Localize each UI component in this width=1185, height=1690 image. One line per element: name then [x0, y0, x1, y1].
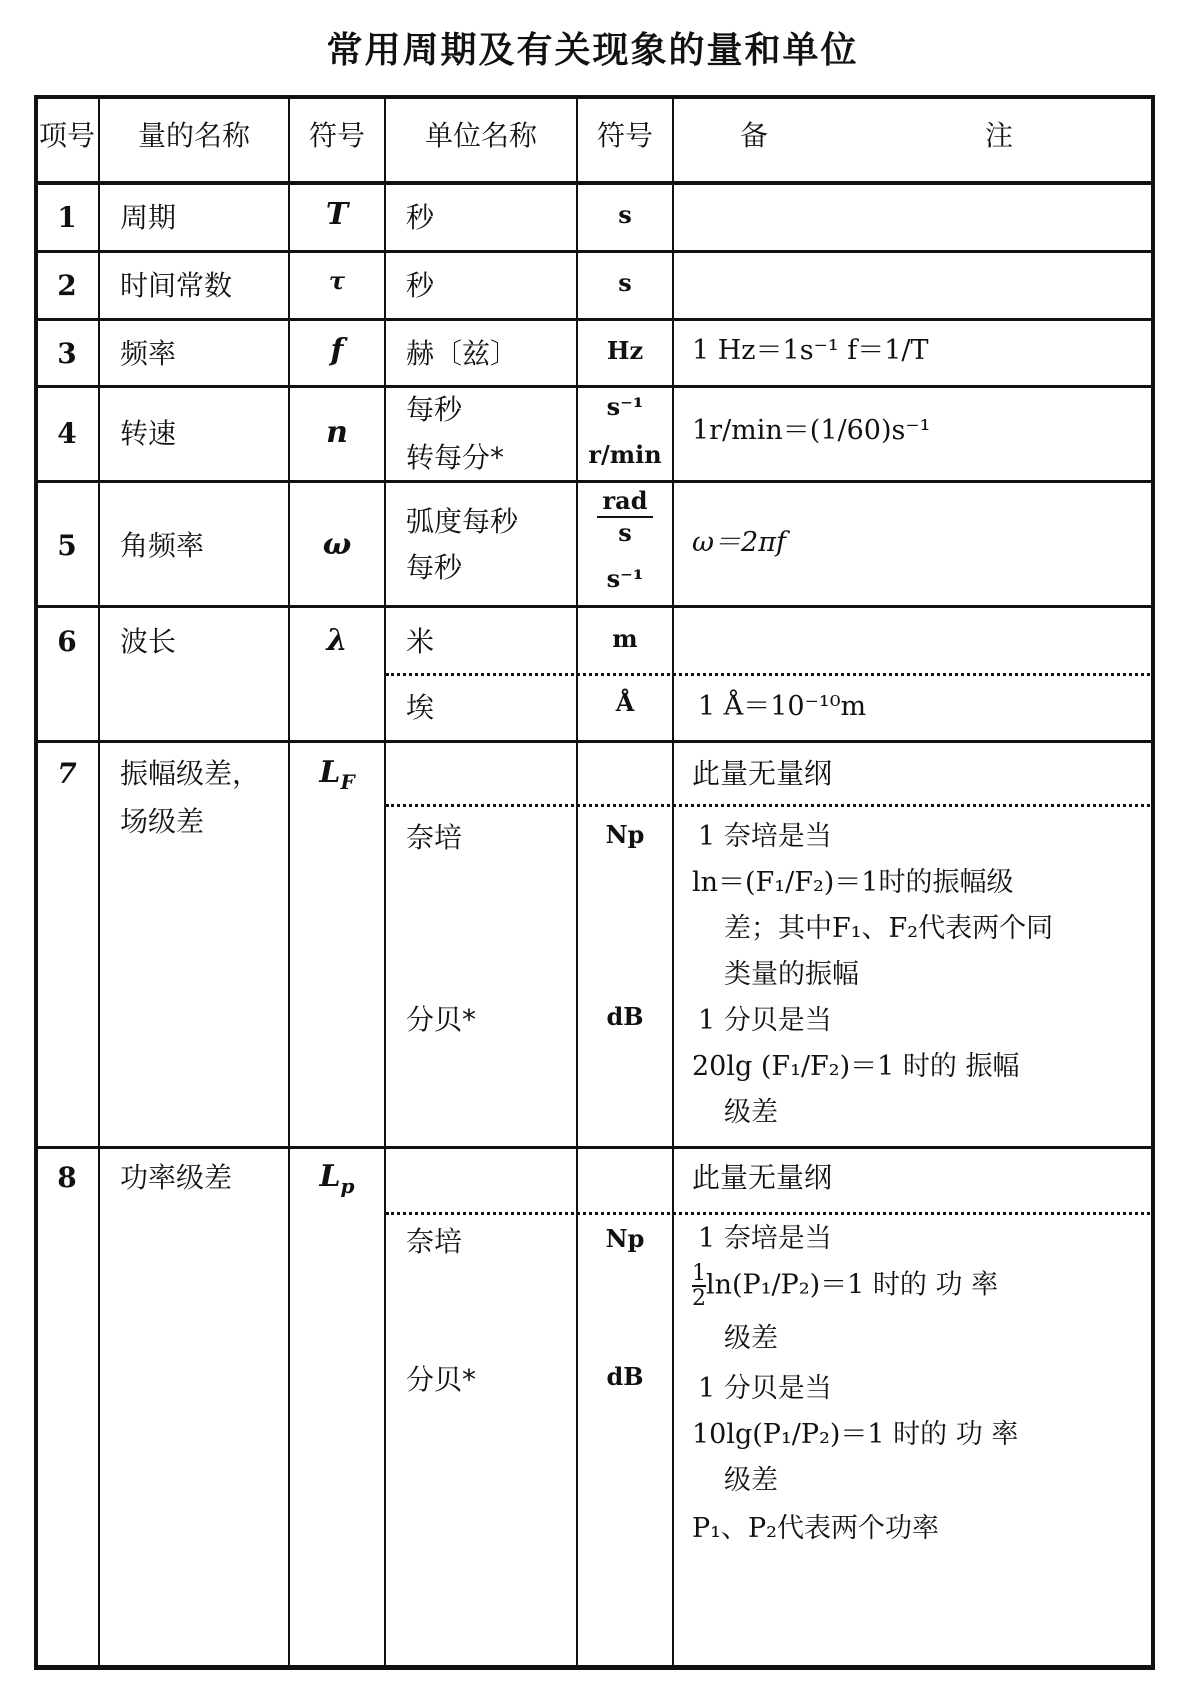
row-8-np-note-1: 1 奈培是当	[698, 1223, 832, 1254]
row-5-unit-name-1: 弧度每秒	[406, 505, 519, 538]
row-8-unit-name-1: 奈培	[406, 1225, 463, 1258]
header-remarks-2: 注	[985, 119, 1014, 152]
row-2-name: 时间常数	[120, 269, 233, 302]
row-2-unit-symbol: s	[618, 268, 632, 297]
row-5-note: ω＝2πf	[692, 527, 786, 558]
row-6-unit-symbol-1: m	[612, 624, 638, 653]
row-6-name: 波长	[120, 625, 177, 658]
row-7-db-note-3: 级差	[724, 1097, 778, 1128]
row-7-unit-symbol-1: Np	[605, 820, 645, 849]
row-3-name: 频率	[120, 337, 177, 370]
dotted-rule	[386, 804, 1155, 807]
row-1-unit-name: 秒	[406, 201, 435, 234]
row-8-name: 功率级差	[120, 1161, 233, 1194]
header-unit-name: 单位名称	[424, 119, 537, 152]
row-6-unit-name-2: 埃	[406, 691, 435, 724]
row-4-note: 1r/min＝(1/60)s⁻¹	[692, 415, 931, 446]
row-7-symbol	[290, 754, 384, 795]
row-7-db-note-1: 1 分贝是当	[698, 1005, 832, 1036]
row-8-db-note-4: P₁、P₂代表两个功率	[692, 1513, 939, 1544]
row-7-unit-name-2: 分贝*	[406, 1003, 477, 1036]
row-6-note: 1 Å＝10⁻¹⁰m	[698, 691, 867, 722]
col-divider	[576, 95, 578, 1670]
row-5-no: 5	[57, 529, 77, 562]
row-8-symbol	[290, 1158, 384, 1199]
row-4-unit-symbol-2: r/min	[588, 440, 662, 469]
row-3-note: 1 Hz＝1s⁻¹ f＝1/T	[692, 335, 929, 366]
row-4-name: 转速	[120, 417, 177, 450]
row-7-np-note-3: 差；其中F₁、F₂代表两个同	[724, 913, 1054, 944]
dotted-rule	[386, 673, 1155, 676]
row-rule	[34, 605, 1155, 608]
row-rule	[34, 250, 1155, 253]
row-8-np-note-2	[692, 1262, 998, 1310]
row-4-symbol: n	[326, 415, 348, 450]
row-3-unit-name: 赫〔兹〕	[406, 337, 519, 370]
header-rule	[34, 181, 1155, 185]
row-8-db-note-1: 1 分贝是当	[698, 1373, 832, 1404]
row-5-unit-frac	[578, 486, 672, 548]
header-item-no: 项号	[38, 119, 95, 152]
row-6-symbol: λ	[326, 623, 348, 658]
symbol-main: L	[319, 755, 341, 790]
rad-per-s-fraction	[597, 486, 654, 548]
row-2-symbol: τ	[328, 266, 346, 295]
col-divider	[384, 95, 386, 1670]
row-3-unit-symbol: Hz	[606, 336, 644, 365]
row-8-db-note-2: 10lg(P₁/P₂)＝1 时的 功 率	[692, 1419, 1019, 1450]
row-7-unit-name-1: 奈培	[406, 821, 463, 854]
header-unit-symbol: 符号	[596, 119, 653, 152]
col-divider	[98, 95, 100, 1670]
symbol-main: L	[319, 1159, 341, 1194]
table-title: 常用周期及有关现象的量和单位	[326, 30, 859, 71]
row-rule	[34, 1146, 1155, 1149]
symbol-subscript: F	[340, 770, 355, 794]
np-formula: ln(P₁/P₂)＝1 时的 功 率	[706, 1269, 999, 1301]
row-8-dimensionless: 此量无量纲	[692, 1161, 833, 1194]
row-6-no: 6	[57, 625, 77, 658]
fraction-numerator: rad	[597, 486, 654, 518]
row-5-unit-symbol-2: s⁻¹	[606, 564, 644, 593]
row-5-unit-name-2: 每秒	[406, 551, 463, 584]
row-8-unit-symbol-2: dB	[606, 1362, 644, 1391]
row-8-unit-name-2: 分贝*	[406, 1363, 477, 1396]
row-7-name-1: 振幅级差，	[120, 757, 261, 790]
row-8-np-note-3: 级差	[724, 1323, 778, 1354]
col-divider	[672, 95, 674, 1670]
row-1-no: 1	[57, 201, 77, 234]
row-1-unit-symbol: s	[618, 200, 632, 229]
row-6-unit-name-1: 米	[406, 625, 435, 658]
row-4-no: 4	[57, 417, 77, 450]
fraction-denominator: 2	[692, 1286, 706, 1312]
row-8-db-note-3: 级差	[724, 1465, 778, 1496]
row-7-no: 7	[57, 757, 77, 790]
header-remarks-1: 备	[740, 119, 769, 152]
fraction-denominator: s	[618, 518, 632, 547]
row-rule	[34, 740, 1155, 743]
row-4-unit-name-2: 转每分*	[406, 441, 505, 474]
fraction-numerator: 1	[692, 1261, 706, 1286]
header-quantity-symbol: 符号	[308, 119, 365, 152]
row-4-unit-symbol-1: s⁻¹	[606, 392, 644, 421]
row-7-name-2: 场级差	[120, 805, 205, 838]
row-3-symbol: f	[330, 333, 344, 368]
header-quantity-name: 量的名称	[137, 119, 250, 152]
row-8-unit-symbol-1: Np	[605, 1224, 645, 1253]
symbol-subscript: p	[340, 1174, 355, 1198]
row-7-np-note-1: 1 奈培是当	[698, 821, 832, 852]
row-7-dimensionless: 此量无量纲	[692, 757, 833, 790]
row-1-name: 周期	[120, 201, 177, 234]
row-5-symbol: ω	[322, 527, 352, 562]
row-7-np-note-2: ln＝(F₁/F₂)＝1时的振幅级	[692, 867, 1014, 898]
row-rule	[34, 385, 1155, 388]
row-2-no: 2	[57, 269, 77, 302]
half-fraction	[692, 1262, 706, 1310]
row-6-unit-symbol-2: Å	[615, 688, 635, 717]
row-rule	[34, 318, 1155, 321]
row-8-no: 8	[57, 1161, 77, 1194]
row-1-symbol: T	[325, 197, 349, 232]
row-7-unit-symbol-2: dB	[606, 1002, 644, 1031]
dotted-rule	[386, 1212, 1155, 1215]
row-3-no: 3	[57, 337, 77, 370]
row-rule	[34, 480, 1155, 483]
row-7-np-note-4: 类量的振幅	[724, 959, 859, 990]
row-2-unit-name: 秒	[406, 269, 435, 302]
row-4-unit-name-1: 每秒	[406, 393, 463, 426]
row-5-name: 角频率	[120, 529, 205, 562]
row-7-db-note-2: 20lg (F₁/F₂)＝1 时的 振幅	[692, 1051, 1020, 1082]
